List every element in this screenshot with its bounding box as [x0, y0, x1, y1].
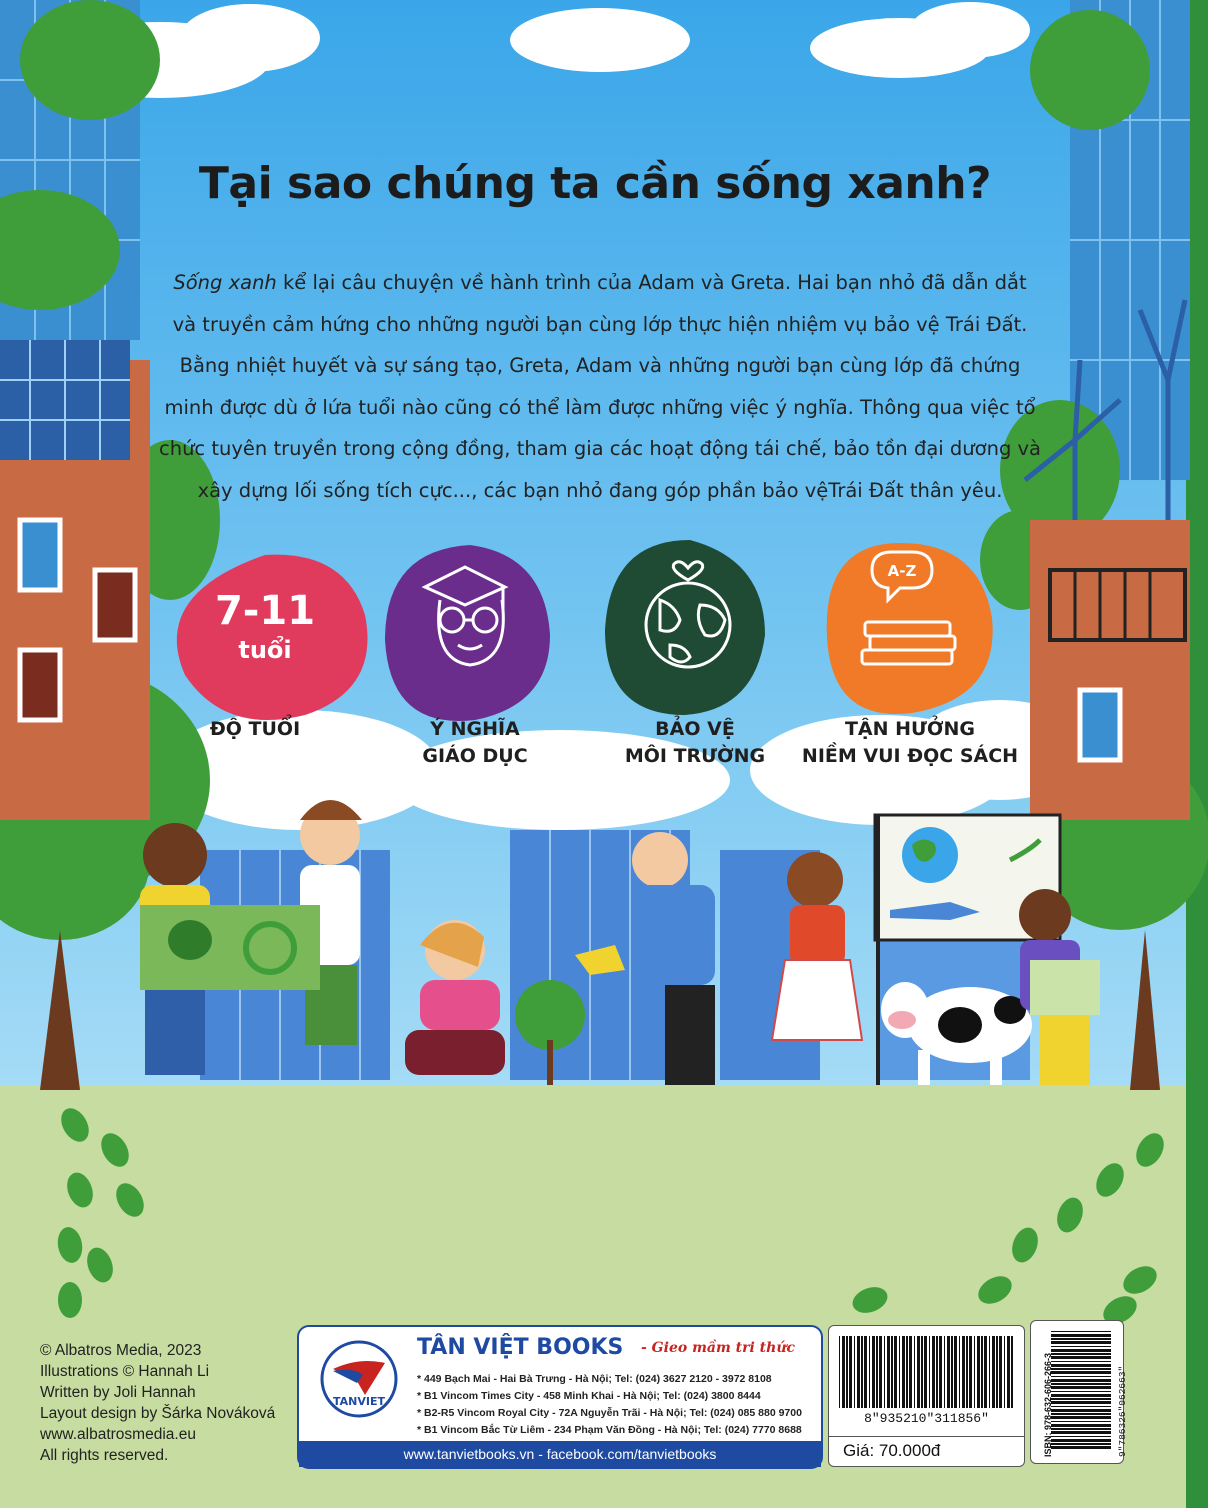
barcode-bar	[899, 1336, 900, 1408]
left-brick-building	[0, 340, 150, 820]
feature-label-age-line1: ĐỘ TUỔI	[209, 718, 301, 740]
isbn-bar	[1051, 1376, 1111, 1377]
barcode-bar	[839, 1336, 840, 1408]
barcode-bar	[981, 1336, 983, 1408]
isbn-bar	[1051, 1356, 1111, 1359]
isbn-bar	[1051, 1379, 1111, 1382]
feature-label-education	[360, 716, 590, 770]
barcode-bar	[849, 1336, 852, 1408]
publisher-box	[297, 1325, 823, 1469]
feature-label-reading	[795, 716, 1025, 770]
barcode-bar	[936, 1336, 938, 1408]
page-title: Tại sao chúng ta cần sống xanh?	[198, 158, 992, 209]
barcode-bar	[999, 1336, 1002, 1408]
isbn-bar	[1051, 1421, 1111, 1422]
barcode-bar	[894, 1336, 897, 1408]
credits	[40, 1340, 275, 1466]
barcode-bar	[929, 1336, 930, 1408]
isbn-bar	[1051, 1364, 1111, 1367]
barcode-box	[828, 1325, 1025, 1467]
barcode-bar	[996, 1336, 998, 1408]
barcode-bar	[966, 1336, 968, 1408]
graduate-badge	[385, 545, 550, 721]
isbn-bar	[1051, 1353, 1111, 1355]
isbn-bar	[1051, 1334, 1111, 1337]
feature-label-education-line2: GIÁO DỤC	[422, 745, 528, 767]
barcode-bar	[1007, 1336, 1010, 1408]
isbn-bar	[1051, 1346, 1111, 1347]
isbn-bar	[1051, 1409, 1111, 1412]
publisher-links[interactable]: www.tanvietbooks.vn - facebook.com/tanvietbooks	[299, 1441, 821, 1467]
barcode-bar	[921, 1336, 923, 1408]
isbn-bar	[1051, 1398, 1111, 1400]
logo-text: TANVIET	[333, 1395, 385, 1408]
barcode-bar	[959, 1336, 960, 1408]
barcode-bar	[951, 1336, 953, 1408]
barcode-bar	[872, 1336, 875, 1408]
feature-label-environment	[580, 716, 810, 770]
feature-label-environment-line2: MÔI TRƯỜNG	[624, 745, 766, 767]
barcode-bar	[909, 1336, 912, 1408]
tanviet-logo	[319, 1339, 399, 1419]
barcode-bar	[1004, 1336, 1005, 1408]
feature-label-reading-line2: NIỀM VUI ĐỌC SÁCH	[801, 745, 1019, 767]
feature-label-reading-line1: TẬN HƯỞNG	[844, 718, 976, 740]
age-unit: tuổi	[238, 636, 292, 664]
isbn-bar	[1051, 1361, 1111, 1362]
publisher-name: TÂN VIỆT BOOKS	[417, 1335, 624, 1360]
isbn-bar	[1051, 1349, 1111, 1352]
credit-line: Layout design by Šárka Nováková	[40, 1405, 276, 1422]
description-line-4: minh được dù ở lứa tuổi nào cũng có thể làm được những việc ý nghĩa. Thông qua việc tổ	[164, 395, 1036, 419]
isbn-bar	[1051, 1371, 1111, 1374]
isbn-bar	[1051, 1416, 1111, 1419]
isbn-bar	[1051, 1391, 1111, 1392]
barcode-bar	[969, 1336, 972, 1408]
barcode-bar	[906, 1336, 908, 1408]
barcode-bar	[992, 1336, 995, 1408]
barcode-bar	[864, 1336, 867, 1408]
barcode-bar	[861, 1336, 863, 1408]
isbn-bar	[1051, 1383, 1111, 1385]
isbn-bar	[1051, 1428, 1111, 1430]
barcode-bar	[989, 1336, 990, 1408]
feature-label-environment-line1: BẢO VỆ	[655, 718, 735, 740]
isbn-bar	[1051, 1394, 1111, 1397]
age-range: 7-11	[214, 588, 316, 634]
credit-link[interactable]: www.albatrosmedia.eu	[40, 1426, 196, 1443]
barcode-bar	[954, 1336, 957, 1408]
isbn-bar	[1051, 1443, 1111, 1445]
isbn-bar	[1051, 1406, 1111, 1407]
price: Giá: 70.000đ	[829, 1436, 1024, 1464]
barcode-bar	[917, 1336, 920, 1408]
description	[150, 262, 1050, 511]
barcode-bar	[944, 1336, 945, 1408]
description-line-2: và truyền cảm hứng cho những người bạn cùng lớp thực hiện nhiệm vụ bảo vệ Trái Đất.	[172, 312, 1028, 336]
description-line-6: xây dựng lối sống tích cực..., các bạn nhỏ đang góp phần bảo vệTrái Đất thân yêu.	[197, 478, 1003, 502]
publisher-slogan: - Gieo mầm tri thức	[641, 1340, 796, 1356]
credit-line: Illustrations © Hannah Li	[40, 1363, 210, 1380]
description-line-1-rest: kể lại câu chuyện về hành trình của Adam và Greta. Hai bạn nhỏ đã dẫn dắt	[276, 271, 1027, 294]
isbn-box	[1030, 1320, 1128, 1464]
barcode-number: 8"935210"311856"	[864, 1411, 989, 1426]
isbn-barcode-icon	[1051, 1329, 1111, 1454]
barcode-icon	[835, 1336, 1018, 1408]
credit-line: © Albatros Media, 2023	[40, 1342, 202, 1359]
feature-label-age	[140, 716, 370, 743]
barcode-bar	[962, 1336, 965, 1408]
barcode-bar	[846, 1336, 848, 1408]
address-line: * B2-R5 Vincom Royal City - 72A Nguyễn Trãi - Hà Nội; Tel: (024) 085 880 9700	[417, 1407, 802, 1419]
isbn-bar	[1051, 1439, 1111, 1442]
isbn-bar	[1051, 1413, 1111, 1415]
barcode-bar	[884, 1336, 885, 1408]
barcode-bar	[902, 1336, 905, 1408]
barcode-bar	[984, 1336, 987, 1408]
isbn-bar	[1051, 1338, 1111, 1340]
barcode-bar	[869, 1336, 870, 1408]
barcode-bar	[854, 1336, 855, 1408]
isbn-bar	[1051, 1446, 1111, 1449]
credit-line: All rights reserved.	[40, 1447, 169, 1464]
isbn-bar	[1051, 1368, 1111, 1370]
credit-line: Written by Joli Hannah	[40, 1384, 196, 1401]
description-line-3: Bằng nhiệt huyết và sự sáng tạo, Greta, Adam và những người bạn cùng lớp đã chứng	[179, 354, 1021, 377]
description-line-1	[150, 262, 1050, 304]
barcode-bar	[974, 1336, 975, 1408]
barcode-bar	[857, 1336, 860, 1408]
barcode-bar	[977, 1336, 980, 1408]
barcode-bar	[932, 1336, 935, 1408]
barcode-bar	[891, 1336, 893, 1408]
feature-label-education-line1: Ý NGHĨA	[430, 718, 520, 740]
isbn-bar	[1051, 1436, 1111, 1437]
barcode-bar	[947, 1336, 950, 1408]
address-line: * 449 Bạch Mai - Hai Bà Trưng - Hà Nội; Tel: (024) 3627 2120 - 3972 8108	[417, 1373, 772, 1385]
isbn-bar	[1051, 1341, 1111, 1344]
right-brick-building	[1030, 520, 1190, 820]
isbn-label: ISBN: 978-632-606-266-3	[1043, 1352, 1053, 1457]
description-italic-lead: Sống xanh	[173, 271, 277, 294]
isbn-bar	[1051, 1431, 1111, 1434]
isbn-bar	[1051, 1401, 1111, 1404]
isbn-number: 9"786326"062663"	[1117, 1365, 1128, 1457]
barcode-bar	[914, 1336, 915, 1408]
description-line-5: chức tuyên truyền trong cộng đồng, tham gia các hoạt động tái chế, bảo tồn đại dương và	[158, 437, 1042, 460]
barcode-bar	[876, 1336, 878, 1408]
address-line: * B1 Vincom Times City - 458 Minh Khai - Hà Nội; Tel: (024) 3800 8444	[417, 1390, 761, 1402]
isbn-bar	[1051, 1331, 1111, 1332]
barcode-bar	[924, 1336, 927, 1408]
barcode-bar	[879, 1336, 882, 1408]
barcode-bar	[1011, 1336, 1013, 1408]
isbn-bar	[1051, 1386, 1111, 1389]
barcode-bar	[842, 1336, 845, 1408]
barcode-bar	[939, 1336, 942, 1408]
publisher-addresses	[417, 1371, 802, 1439]
isbn-bar	[1051, 1424, 1111, 1427]
barcode-bar	[887, 1336, 890, 1408]
books-az-text: A-Z	[887, 562, 917, 580]
footprints	[55, 1103, 1169, 1329]
address-line: * B1 Vincom Bắc Từ Liêm - 234 Phạm Văn Đồng - Hà Nội; Tel: (024) 7770 8688	[417, 1424, 802, 1436]
